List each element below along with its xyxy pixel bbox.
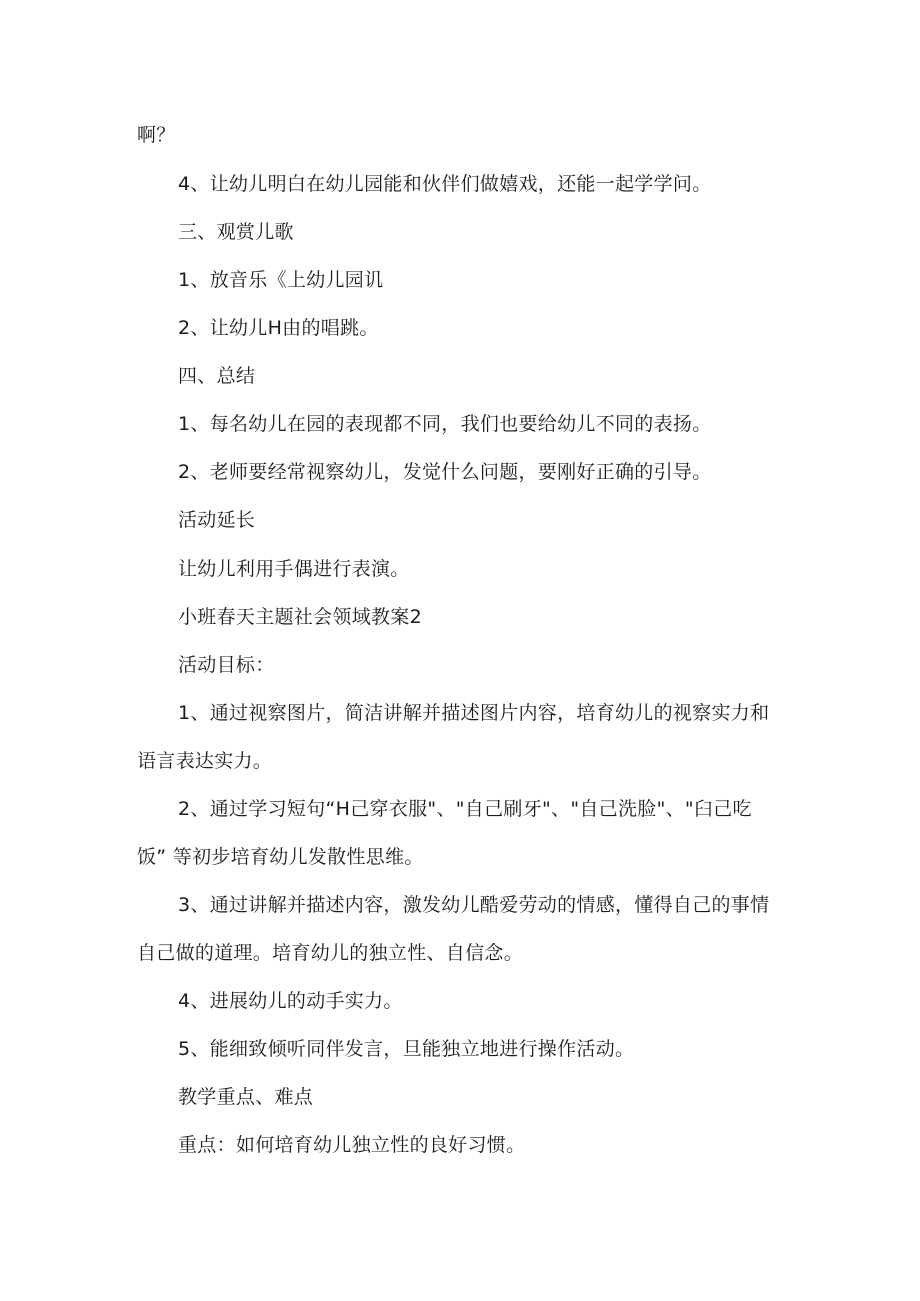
text-line: 1、放音乐《上幼儿园讥 bbox=[178, 269, 384, 291]
section-heading: 活动延长 bbox=[178, 509, 256, 531]
text-line: 4、进展幼儿的动手实力。 bbox=[178, 990, 403, 1012]
text-line: 1、每名幼儿在园的表现都不同，我们也要给幼儿不同的表扬。 bbox=[178, 413, 712, 435]
text-line: 2、让幼儿H由的唱跳。 bbox=[178, 317, 379, 339]
text-line: 3、通过讲解并描述内容，激发幼儿酷爱劳动的情感，懂得自己的事情 bbox=[178, 894, 770, 916]
document-title: 小班春天主题社会领域教案2 bbox=[178, 606, 422, 628]
text-line: 自己做的道理。培育幼儿的独立性、自信念。 bbox=[137, 942, 524, 964]
text-line: 5、能细致倾听同伴发言，旦能独立地进行操作活动。 bbox=[178, 1038, 635, 1060]
text-line: 4、让幼儿明白在幼儿园能和伙伴们做嬉戏，还能一起学学问。 bbox=[178, 173, 712, 195]
text-line: 重点：如何培育幼儿独立性的良好习惯。 bbox=[178, 1134, 526, 1156]
text-line: 2、通过学习短句“H己穿衣服"、"自己刷牙"、"自己洗脸"、"臼己吃 bbox=[178, 798, 752, 820]
text-line: 饭” 等初步培育幼儿发散性思维。 bbox=[137, 846, 424, 868]
text-line: 啊？ bbox=[137, 124, 176, 146]
text-line: 2、老师要经常视察幼儿，发觉什么问题，要刚好正确的引导。 bbox=[178, 461, 712, 483]
text-line: 语言表达实力。 bbox=[137, 750, 273, 772]
text-line: 1、通过视察图片，简洁讲解并描述图片内容，培育幼儿的视察实力和 bbox=[178, 702, 770, 724]
section-heading: 教学重点、难点 bbox=[178, 1086, 314, 1108]
section-heading: 四、总结 bbox=[178, 365, 256, 387]
text-line: 让幼儿利用手偶进行表演。 bbox=[178, 558, 410, 580]
section-heading: 活动目标： bbox=[178, 654, 275, 676]
section-heading: 三、观赏儿歌 bbox=[178, 221, 294, 243]
